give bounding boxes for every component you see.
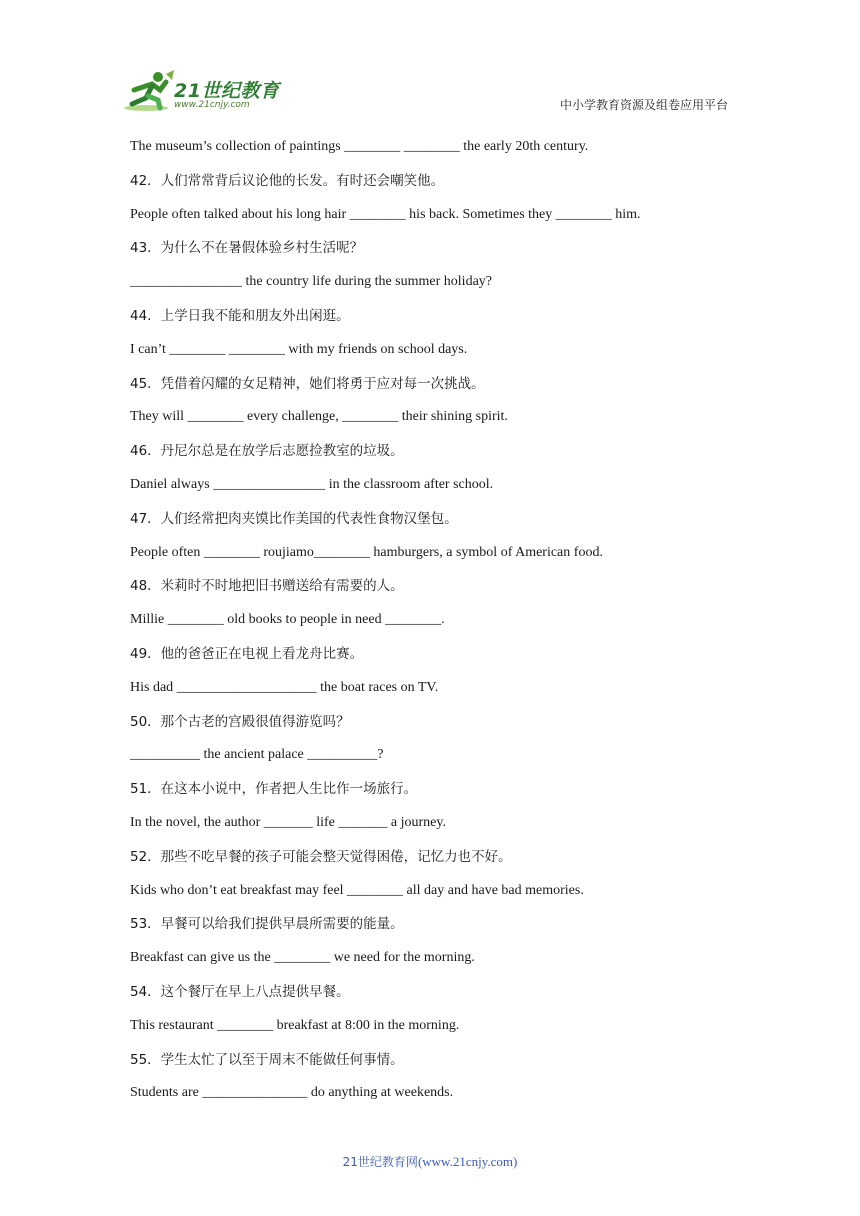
footer-site-name: 21世纪教育网	[342, 1155, 418, 1169]
platform-name: 中小学教育资源及组卷应用平台	[559, 98, 728, 112]
answer-line: This restaurant ________ breakfast at 8:00 in the morning.	[130, 1017, 460, 1033]
question-line: 43．为什么不在暑假体验乡村生活呢？	[130, 240, 364, 257]
answer-line: I can’t ________ ________ with my friends on school days.	[130, 341, 468, 357]
answer-line: Students are _______________ do anything at weekends.	[130, 1085, 454, 1101]
runner-icon	[122, 68, 178, 114]
answer-line: People often talked about his long hair ________ his back. Sometimes they ________ him.	[130, 206, 641, 222]
answer-line: In the novel, the author _______ life _______ a journey.	[130, 814, 446, 830]
question-line: 51．在这本小说中，作者把人生比作一场旅行。	[130, 781, 418, 798]
answer-line: ________________ the country life during the summer holiday?	[130, 274, 492, 290]
question-line: 50．那个古老的宫殿很值得游览吗？	[130, 713, 350, 730]
question-line: 45．凭借着闪耀的女足精神，她们将勇于应对每一次挑战。	[130, 375, 485, 392]
answer-line: Kids who don’t eat breakfast may feel ________ all day and have bad memories.	[130, 882, 584, 898]
question-line: 55．学生太忙了以至于周末不能做任何事情。	[130, 1051, 404, 1068]
exercise-list	[130, 137, 750, 1117]
page-header	[0, 0, 860, 125]
page-footer	[0, 1153, 860, 1170]
answer-line: The museum’s collection of paintings ________ ________ the early 20th century.	[130, 139, 589, 154]
question-line: 42．人们常常背后议论他的长发。有时还会嘲笑他。	[130, 172, 445, 189]
answer-line: Breakfast can give us the ________ we need for the morning.	[130, 950, 475, 966]
question-line: 46．丹尼尔总是在放学后志愿捡教室的垃圾。	[130, 443, 404, 460]
question-line: 44．上学日我不能和朋友外出闲逛。	[130, 307, 350, 324]
question-line: 47．人们经常把肉夹馍比作美国的代表性食物汉堡包。	[130, 510, 458, 527]
answer-line: Daniel always ________________ in the classroom after school.	[130, 476, 494, 492]
answer-line: Millie ________ old books to people in need ________.	[130, 612, 445, 628]
logo	[122, 68, 292, 114]
question-line: 49．他的爸爸正在电视上看龙舟比赛。	[130, 645, 364, 662]
question-line: 54．这个餐厅在早上八点提供早餐。	[130, 983, 350, 1000]
logo-text: 21世纪教育	[174, 80, 280, 102]
logo-url: www.21cnjy.com	[174, 100, 250, 110]
question-line: 48．米莉时不时地把旧书赠送给有需要的人。	[130, 578, 404, 595]
answer-line: People often ________ roujiamo________ hamburgers, a symbol of American food.	[130, 544, 603, 560]
answer-line: His dad ____________________ the boat races on TV.	[130, 679, 439, 695]
question-line: 52．那些不吃早餐的孩子可能会整天觉得困倦，记忆力也不好。	[130, 848, 512, 865]
answer-line: __________ the ancient palace __________?	[130, 747, 384, 763]
answer-line: They will ________ every challenge, ________ their shining spirit.	[130, 409, 508, 425]
footer-site-url[interactable]: (www.21cnjy.com)	[417, 1154, 518, 1169]
question-line: 53．早餐可以给我们提供早晨所需要的能量。	[130, 916, 404, 933]
